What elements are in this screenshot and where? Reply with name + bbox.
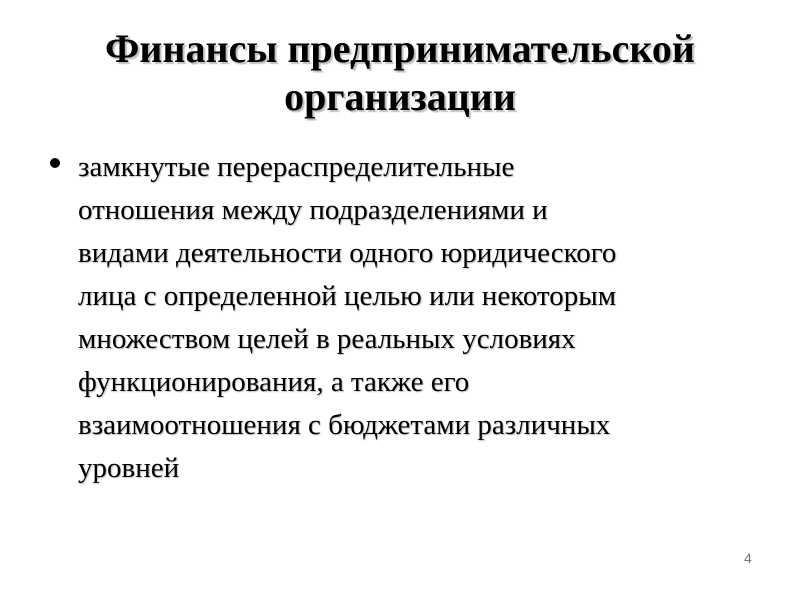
- bullet-text-line: взаимоотношения с бюджетами различных: [78, 409, 611, 441]
- slide-title-line: организации: [284, 74, 516, 119]
- bullet-text-line: функционирования, а также его: [78, 366, 470, 398]
- slide-title: [40, 25, 760, 121]
- bullet-item: [0, 146, 800, 490]
- bullet-text-line: множеством целей в реальных условиях: [78, 323, 576, 355]
- slide-title-line: Финансы предпринимательской: [105, 26, 695, 71]
- bullet-text-line: замкнутые перераспределительные: [78, 151, 515, 183]
- bullet-list: [0, 146, 800, 490]
- bullet-text-line: отношения между подразделениями и: [78, 194, 548, 226]
- page-number: 4: [744, 550, 752, 566]
- bullet-text-line: лица с определенной целью или некоторым: [78, 280, 617, 312]
- bullet-text-line: уровней: [78, 452, 180, 484]
- bullet-text-line: видами деятельности одного юридического: [78, 237, 617, 269]
- bullet-icon: [50, 158, 60, 168]
